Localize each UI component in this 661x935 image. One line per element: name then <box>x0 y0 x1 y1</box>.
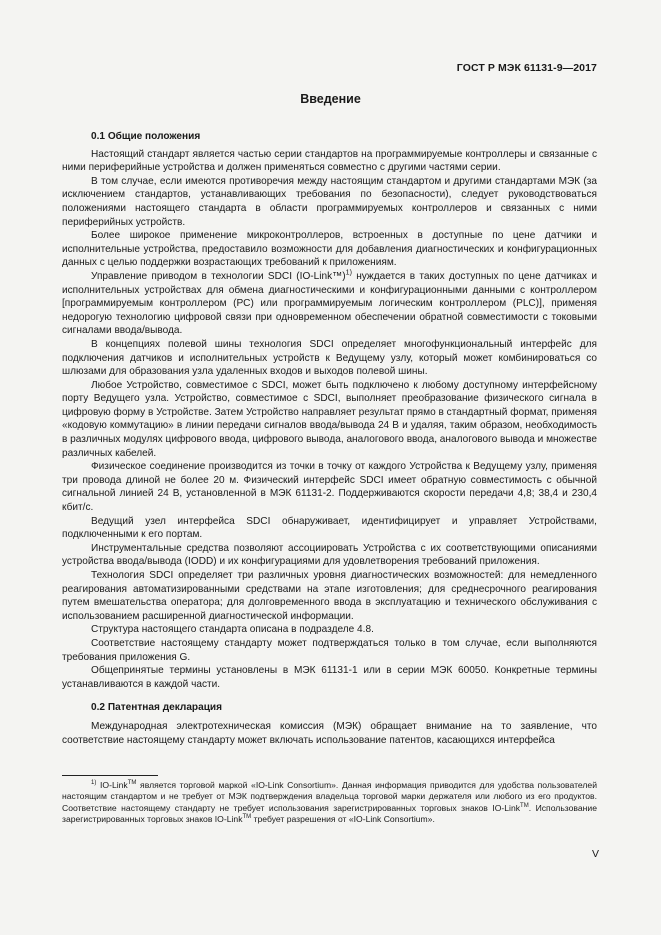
paragraph: Настоящий стандарт является частью серии стандартов на программируемые контроллеры и связанные с ними периферийные устройства и должен применяться совместно с другими частями серии. <box>62 148 597 174</box>
paragraph: Технология SDCI определяет три различных уровня диагностических возможностей: для немедленного реагирования автоматизированными средствами на этапе изготовления; для среднесрочного реагирования путем вмешательства оператора; для долговременного ввода в эксплуатацию и технического обслуживания с использованием расширенной диагностической информации. <box>62 570 597 622</box>
paragraph: Структура настоящего стандарта описана в подразделе 4.8. <box>91 624 374 636</box>
footnote: $^{1)}$ IO-Link™ является торговой маркой «IO-Link Consortium». Данная информация приводится для удобства пользователей настоящим стандартом и не требует от МЭК подтверждения владельца торговой марки держателя или любого из его продуктов. Соответствие настоящему стандарту не требует использования зарегистрированных торговых знаков IO-Link™. Использование зарегистрированных торговых знаков IO-Link™ требует разрешения от «IO-Link Consortium». <box>62 780 597 825</box>
paragraph: Общепринятые термины установлены в МЭК 61131-1 или в серии МЭК 60050. Конкретные термины устанавливаются в каждой части. <box>62 665 597 690</box>
paragraph: Международная электротехническая комиссия (МЭК) обращает внимание на то заявление, что соответствие настоящему стандарту может включать использование патентов, касающихся интерфейса <box>62 720 597 746</box>
section-heading-general: 0.1 Общие положения <box>91 131 201 142</box>
footnote-marker: 1) <box>91 780 97 787</box>
page-title: Введение <box>300 92 361 106</box>
document-body <box>62 130 597 747</box>
page-number: V <box>591 848 599 860</box>
footnote-divider <box>62 775 158 776</box>
paragraph: В концепциях полевой шины технология SDCI определяет многофункциональный интерфейс для подключения датчиков и исполнительных устройств к Ведущему узлу, который может комбинироваться со шлюзами для образования узла удаленных входов и выходов полевой шины. <box>62 338 597 378</box>
paragraph: В том случае, если имеются противоречия между настоящим стандартом и другими стандартами МЭК (за исключением стандартов, устанавливающих требования по безопасности), следует руководствоваться положениями настоящего стандарта в области программируемых контроллеров и связанных с ними периферийных устройств. <box>62 175 597 228</box>
paragraph: Физическое соединение производится из точки в точку от каждого Устройства к Ведущему узлу, применяя три провода длиной не более 20 м. Физический интерфейс SDCI имеет обратную совместимость с обычной сигнальной линией 24 В, установленной в МЭК 61131-2. Поддерживаются скорости передачи 4,8; 38,4 и 230,4 кбит/с. <box>62 461 597 514</box>
document-id-header: ГОСТ Р МЭК 61131-9—2017 <box>456 62 597 74</box>
paragraph: Любое Устройство, совместимое с SDCI, может быть подключено к любому доступному интерфейсному порту Ведущего узла. Устройство, совместимое с SDCI, выполняет преобразование физического сигнала в цифровую форму в Устройстве. Затем Устройство направляет результат прямо в стандартный формат, применяя «кодовую коммутацию» в линии передачи сигналов ввода/вывода 24 В и удаляя, таким образом, необходимость в различных модулях цифрового ввода, цифрового вывода, аналогового ввода, аналогового вывода и множестве различных кабелей. <box>62 379 597 459</box>
paragraph: Соответствие настоящему стандарту может подтверждаться только в том случае, если выполняются требования приложения G. <box>62 637 597 663</box>
paragraph-text: Управление приводом в технологии SDCI (IO-Link™) <box>91 270 346 282</box>
paragraph-with-footnote <box>62 270 597 338</box>
footnote-reference[interactable]: 1) <box>345 269 352 277</box>
paragraph: Инструментальные средства позволяют ассоциировать Устройства с их соответствующими описаниями устройства ввода/вывода (IODD) и их конфигурациями для удовлетворения требований приложения. <box>62 542 597 568</box>
section-heading-patent: 0.2 Патентная декларация <box>91 702 223 714</box>
paragraph: Ведущий узел интерфейса SDCI обнаруживает, идентифицирует и управляет Устройствами, подключенными к его портам. <box>62 515 597 541</box>
paragraph-text: нуждается в таких доступных по цене датчиках и исполнительных устройствах для обмена диагностическими и конфигурационными данными с контроллером [программируемым контроллером (PC) или программируемым логическим контроллером (PLC)], применяя недорогую технологию цифровой связи при одновременном обеспечении обратной совместимости с токовыми сигналами ввода/вывода. <box>62 270 597 337</box>
paragraph: Более широкое применение микроконтроллеров, встроенных в доступные по цене датчики и исполнительные устройства, предоставило возможности для добавления диагностических и конфигурационных данных с целью поддержки возрастающих требований к приложениям. <box>62 230 597 269</box>
